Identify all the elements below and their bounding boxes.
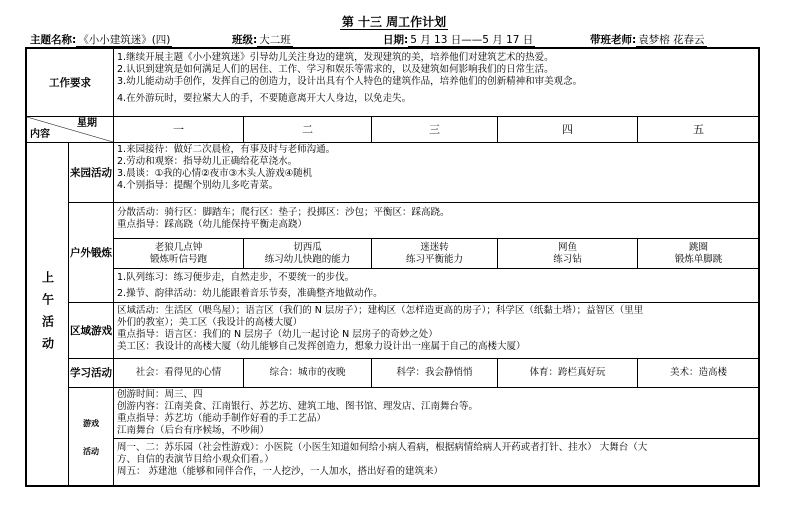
arrival-line: 1.来园接待：做好二次晨检，有事及时与老师沟通。 xyxy=(117,144,336,155)
week-corner-top: 星期 xyxy=(77,118,97,129)
teacher-field: 带班老师: 袁梦榕 花春云 xyxy=(590,34,705,46)
outdoor-game-name: 跳圈 xyxy=(688,242,708,253)
outdoor-game-goal: 锻炼单脚跳 xyxy=(674,254,723,265)
day-header: 二 xyxy=(244,117,372,143)
play-create-text xyxy=(114,388,760,439)
area-line: 美工区：我设计的高楼大厦（幼儿能够自己发挥创造力，想象力设计出一座属于自己的高楼大厦） xyxy=(117,341,526,352)
play-line: 周五： 苏建池（能够和同伴合作，一人挖沙，一人加水，搭出好看的建筑来） xyxy=(117,466,444,477)
area-line: 外们的教室）；美工区（我设计的高楼大厦） xyxy=(117,317,303,328)
area-line: 重点指导：语言区：我们的 N 层房子（幼儿一起讨论 N 层房子的奇妙之处） xyxy=(117,329,438,340)
week-corner-cell xyxy=(27,117,114,143)
work-req-line: 1.继续开展主题《小小建筑迷》引导幼儿关注身边的建筑，发现建筑的美，培养他们对建筑艺术的热爱。 xyxy=(117,52,554,63)
play-line: 重点指导：苏艺坊（能动手制作好看的手工艺品） xyxy=(117,413,327,424)
plan-header xyxy=(30,32,755,46)
outdoor-game-name: 迷迷转 xyxy=(420,242,449,253)
outdoor-game-cell xyxy=(372,239,498,269)
study-item: 综合：城市的夜晚 xyxy=(244,359,372,388)
plan-table xyxy=(25,47,760,487)
outdoor-game-name: 网鱼 xyxy=(557,242,577,253)
outdoor-area-line: 重点指导：踩高跷（幼儿能保持平衡走高跷） xyxy=(117,219,308,230)
outdoor-game-goal: 锻炼听信号跑 xyxy=(149,254,207,265)
week-corner-bottom: 内容 xyxy=(30,129,50,140)
area-text xyxy=(114,303,760,359)
study-item: 社会：看得见的心情 xyxy=(114,359,244,388)
arrival-line: 3.晨谈：①我的心情②夜市③木头人游戏④随机 xyxy=(117,168,313,179)
work-req-line: 3.幼儿能动动手创作，发挥自己的创造力，设计出具有个人特色的建筑作品，培养他们的创新精神和审美观念。 xyxy=(117,76,583,87)
work-req-line: 4.在外游玩时，要拉紧大人的手，不要随意离开大人身边，以免走失。 xyxy=(117,93,412,104)
arrival-line: 2.劳动和观察：指导幼儿正确给花草浇水。 xyxy=(117,156,298,167)
play-line: 江南舞台（后台有序候场，不吵闹） xyxy=(117,425,270,436)
outdoor-area-text xyxy=(114,203,760,239)
outdoor-game-cell xyxy=(638,239,760,269)
arrival-line: 4.个别指导：提醒个别幼儿多吃青菜。 xyxy=(117,180,279,191)
morning-label: 上午活动 xyxy=(40,270,55,359)
outdoor-game-goal: 练习幼儿快跑的能力 xyxy=(264,254,351,265)
day-header: 一 xyxy=(114,117,244,143)
study-item: 美术：造高楼 xyxy=(638,359,760,388)
arrival-label: 来园活动 xyxy=(69,143,114,203)
play-line: 创游时间：周三、四 xyxy=(117,389,203,400)
outdoor-game-cell xyxy=(244,239,372,269)
class-field: 班级: 大二班 xyxy=(232,34,291,46)
play-label-cell xyxy=(69,388,114,487)
play-line: 周一、二：苏乐园（社会性游戏）：小医院（小医生知道如何给小病人看病，根据病情给病人开药或者打针、挂水） 大舞台（大 xyxy=(117,442,648,453)
outdoor-queue-text xyxy=(114,269,760,303)
outdoor-queue-line: 2.操节、韵律活动：幼儿能跟着音乐节奏，准确整齐地做动作。 xyxy=(117,288,383,299)
day-header: 四 xyxy=(498,117,638,143)
play-line: 方、自信的表演节目给小观众们看。） xyxy=(117,454,274,465)
outdoor-game-name: 老狼几点钟 xyxy=(154,242,203,253)
arrival-text xyxy=(114,143,760,203)
outdoor-queue-line: 1.队列练习：练习便步走，自然走步，不要统一的步伐。 xyxy=(117,272,355,283)
outdoor-game-cell xyxy=(114,239,244,269)
play-weekday-text xyxy=(114,439,760,487)
day-header: 三 xyxy=(372,117,498,143)
area-line: 区域活动：生活区（喂鸟屋）；语言区（我们的 N 层房子）；建构区（怎样造更高的房子）；科学区（纸黏土塔）；益智区（里里 xyxy=(117,305,644,316)
work-req-label: 工作要求 xyxy=(27,49,114,117)
play-label-top: 游戏 xyxy=(83,419,99,428)
page-title: 第 十三 周工作计划 xyxy=(341,15,447,29)
outdoor-game-name: 切西瓜 xyxy=(293,242,322,253)
work-req-text xyxy=(114,49,760,117)
day-header: 五 xyxy=(638,117,760,143)
theme-field: 主题名称: 《小小建筑迷》(四) xyxy=(30,34,171,46)
outdoor-game-goal: 练习钻 xyxy=(553,254,582,265)
outdoor-area-line: 分散活动：骑行区：脚踏车；爬行区：垫子；投掷区：沙包；平衡区：踩高跷。 xyxy=(117,207,450,218)
work-req-line: 2.认识到建筑是如何满足人们的居住、工作、学习和娱乐等需求的，以及建筑如何影响我们的日常生活。 xyxy=(117,64,554,75)
play-line: 创游内容：江南美食、江南银行、苏艺坊、建筑工地、图书馆、理发店、江南舞台等。 xyxy=(117,401,479,412)
outdoor-label: 户外锻炼 xyxy=(69,203,114,303)
area-label: 区域游戏 xyxy=(69,303,114,359)
outdoor-game-cell xyxy=(498,239,638,269)
study-label: 学习活动 xyxy=(69,359,114,388)
play-label-bottom: 活动 xyxy=(83,447,99,456)
study-item: 科学：我会静悄悄 xyxy=(372,359,498,388)
date-field: 日期: 5 月 13 日——5 月 17 日 xyxy=(383,34,534,46)
morning-label-cell xyxy=(27,143,69,487)
study-item: 体育：跨栏真好玩 xyxy=(498,359,638,388)
outdoor-game-goal: 练习平衡能力 xyxy=(405,254,463,265)
